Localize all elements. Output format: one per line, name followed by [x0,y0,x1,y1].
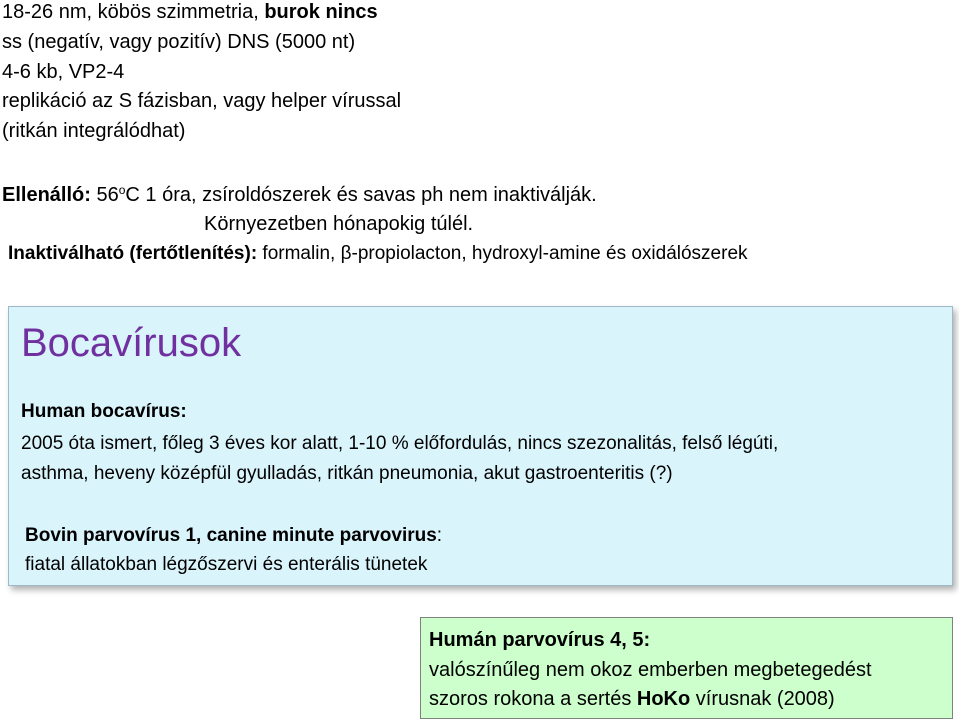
note-line2-post: vírusnak (2008) [690,688,835,710]
no-envelope-text: burok nincs [264,1,378,23]
line-integration: (ritkán integrálódhat) [2,120,186,142]
line-resistance [2,183,597,207]
bocavirus-panel [8,306,953,586]
note-line1: valószínűleg nem okoz emberben megbetegedést [429,659,872,681]
resistance-degree: o [118,183,126,197]
size-symmetry-text: 18-26 nm, köbös szimmetria, [2,1,265,23]
bovine-parvovirus-label: Bovin parvovírus 1, canine minute parvovirus [25,525,437,546]
human-bocavirus-line2: asthma, heveny középfül gyulladás, ritkán pneumonia, akut gastroenteritis (?) [21,463,673,484]
bovine-colon: : [436,525,443,546]
note-line2-pre: szoros rokona a sertés [429,688,637,710]
note-title: Humán parvovírus 4, 5: [429,629,651,651]
line-replication: replikáció az S fázisban, vagy helper vírussal [2,90,402,112]
resistance-label: Ellenálló: [2,184,91,206]
resistance-temp: 56 [90,184,119,206]
line-environment: Környezetben hónapokig túlél. [204,213,474,235]
line-inactivation [8,242,748,266]
line-dna: ss (negatív, vagy pozitív) DNS (5000 nt) [2,31,356,53]
note-hoko: HoKo [636,688,691,710]
human-bocavirus-line1: 2005 óta ismert, főleg 3 éves kor alatt, 1-10 % előfordulás, nincs szezonalitás, felső légúti, [21,433,779,454]
inactivation-text: formalin, β-propiolacton, hydroxyl-amine és oxidálószerek [257,243,748,264]
note-line2 [429,687,835,711]
line-genome-size: 4-6 kb, VP2-4 [2,61,125,83]
resistance-text: C 1 óra, zsíroldószerek és savas ph nem inaktiválják. [125,184,597,206]
human-bocavirus-label: Human bocavírus: [21,401,187,422]
line-size-symmetry [2,0,378,24]
bovine-parvovirus-heading [25,524,442,548]
human-parvovirus-note [420,617,953,719]
panel-title: Bocavírusok [21,321,242,365]
bovine-parvovirus-text: fiatal állatokban légzőszervi és enterális tünetek [25,554,428,575]
inactivation-label: Inaktiválható (fertőtlenítés): [8,243,258,264]
